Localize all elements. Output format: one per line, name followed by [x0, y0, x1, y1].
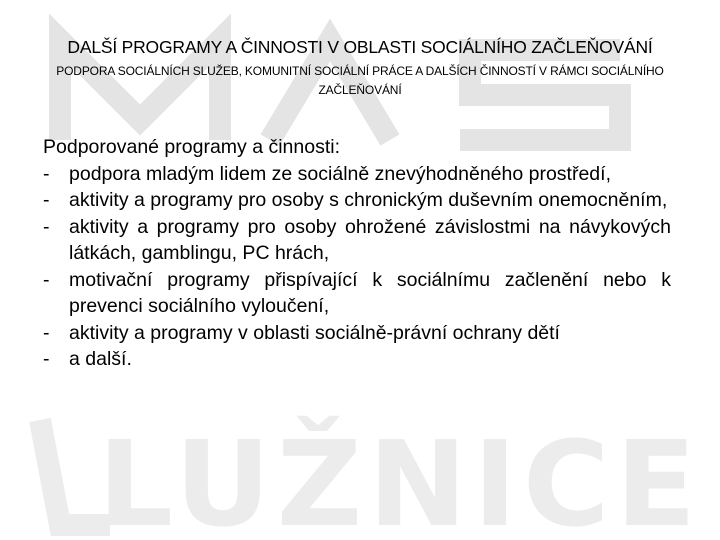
list-item: [43, 187, 671, 214]
list-item: [43, 346, 671, 373]
list-item: [43, 267, 671, 320]
content-body: [43, 134, 671, 373]
page-subtitle: PODPORA SOCIÁLNÍCH SLUŽEB, KOMUNITNÍ SOCIÁLNÍ PRÁCE A DALŠÍCH ČINNOSTÍ V RÁMCI SOCIÁLNÍHO ZAČLEŇOVÁNÍ: [56, 64, 664, 97]
list-item-text: aktivity a programy v oblasti sociálně-právní ochrany dětí: [69, 321, 560, 344]
list-item: [43, 320, 671, 347]
program-list: [43, 161, 671, 373]
bullet-dash: -: [43, 321, 50, 344]
list-item-text: motivační programy přispívající k sociálnímu začlenění nebo k prevenci sociálního vyloučení,: [69, 268, 671, 317]
bullet-dash: -: [43, 162, 50, 185]
list-item: [43, 161, 671, 188]
watermark-bottom-text: LUŽNICE: [97, 415, 703, 540]
section-heading: Podporované programy a činnosti:: [43, 136, 341, 158]
list-item: [43, 214, 671, 267]
list-item-text: podpora mladým lidem ze sociálně znevýhodněného prostředí,: [69, 162, 611, 185]
bullet-dash: -: [43, 268, 50, 291]
list-item-text: aktivity a programy pro osoby s chronickým duševním onemocněním,: [69, 189, 668, 211]
list-item-text: a další.: [69, 348, 132, 370]
page-title: DALŠÍ PROGRAMY A ČINNOSTI V OBLASTI SOCIÁLNÍHO ZAČLEŇOVÁNÍ: [67, 37, 653, 57]
bullet-dash: -: [43, 189, 50, 211]
watermark-top-text: MAS: [349, 372, 371, 383]
bullet-dash: -: [43, 348, 50, 370]
list-item-text: aktivity a programy pro osoby ohrožené závislostmi na návykových látkách, gamblingu, PC hrách,: [69, 215, 671, 264]
bullet-dash: -: [43, 215, 50, 238]
